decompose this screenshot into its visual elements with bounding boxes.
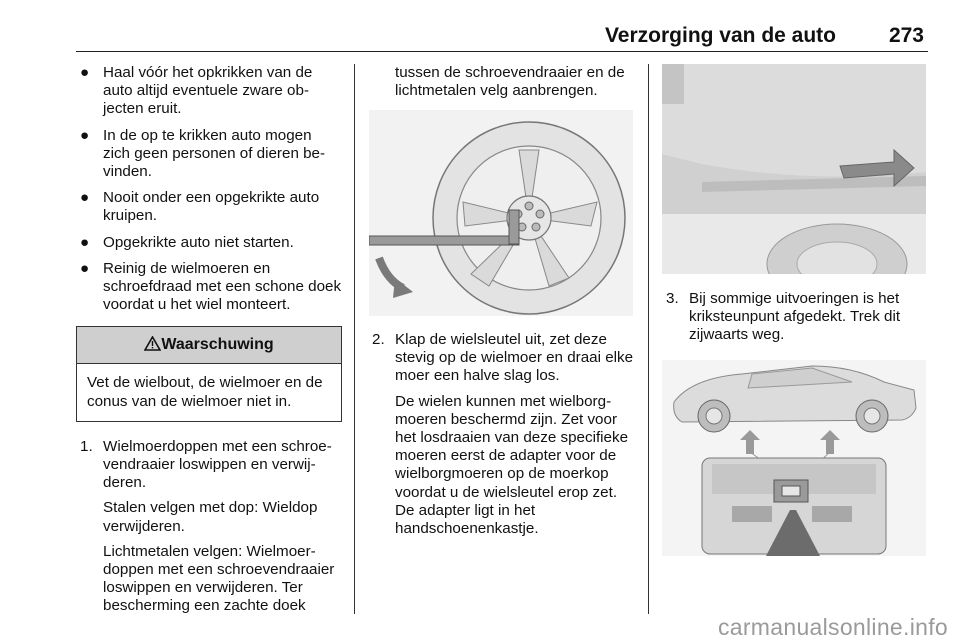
bullet-icon: ●: [80, 259, 90, 277]
step-1: [76, 438, 342, 616]
bullet-icon: ●: [80, 233, 90, 251]
continuation-text: tussen de schroevendraaier en de lichtmetalen velg aanbrengen.: [395, 64, 625, 100]
warning-box: [76, 326, 342, 421]
step-2: [368, 331, 636, 538]
step-3: [662, 290, 926, 345]
bullet-item: ● Reinig de wielmoeren en schroefdraad met een schone doek voordat u het wiel monteert.: [80, 259, 342, 314]
step-paragraph: Klap de wielsleutel uit, zet deze stevig op de wielmoer en draai elke moer een halve slag los.: [395, 331, 634, 385]
bullet-icon: ●: [80, 126, 90, 144]
column-1: [76, 64, 342, 623]
step-number: 1.: [80, 437, 93, 455]
step-paragraph: Bij sommige uitvoeringen is het kriksteunpunt afgedekt. Trek dit zijwaarts weg.: [689, 290, 901, 344]
header-title: Verzorging van de auto: [604, 24, 836, 47]
step-paragraph: Wielmoerdoppen met een schroevendraaier loswippen en verwijderen.: [103, 437, 332, 492]
car-underbody-illustration: [662, 64, 926, 274]
bullet-item: ● Haal vóór het opkrikken van de auto altijd eventuele zware objecten eruit.: [80, 64, 313, 118]
page-number: 273: [888, 24, 924, 47]
bullet-icon: ●: [80, 64, 90, 81]
step-paragraph: De wielen kunnen met wielborgmoeren beschermd zijn. Zet voor het losdraaien van deze specifieke moeren eerst de adapter voor de wielborgmoeren op de moerkop voordat u de wielsleutel erop zet. De adapter ligt in het handschoenenkastje.: [395, 392, 629, 538]
step-paragraph: Lichtmetalen velgen: Wielmoerdoppen met een schroevendraaier loswippen en verwijderen. Ter bescherming een zachte doek: [103, 542, 335, 615]
warning-triangle-icon: [144, 336, 161, 351]
watermark: carmanualsonline.info: [717, 614, 948, 640]
warning-text: Vet de wielbout, de wielmoer en de conus van de wielmoer niet in.: [87, 374, 323, 410]
wheel-wrench-illustration: [369, 110, 633, 316]
step-number: 3.: [666, 290, 679, 307]
warning-header: [77, 327, 341, 364]
column-divider-1: [354, 64, 355, 614]
column-divider-2: [648, 64, 649, 614]
step-paragraph: Stalen velgen met dop: Wieldop verwijderen.: [103, 499, 318, 535]
bullet-item: ● Nooit onder een opgekrikte auto kruipen.: [80, 189, 320, 225]
bullet-icon: ●: [80, 189, 90, 207]
header-rule: [76, 51, 928, 52]
warning-title: Waarschuwing: [161, 336, 274, 354]
column-2: [368, 64, 636, 100]
bullet-item: ● Opgekrikte auto niet starten.: [80, 233, 294, 251]
page-header: [76, 24, 928, 52]
column-3-steps: [662, 290, 926, 352]
car-jack-point-illustration: [662, 360, 926, 556]
bullet-item: ● In de op te krikken auto mogen zich geen personen of dieren bevinden.: [80, 126, 326, 181]
step-number: 2.: [372, 331, 385, 348]
column-2-steps: [368, 331, 636, 545]
